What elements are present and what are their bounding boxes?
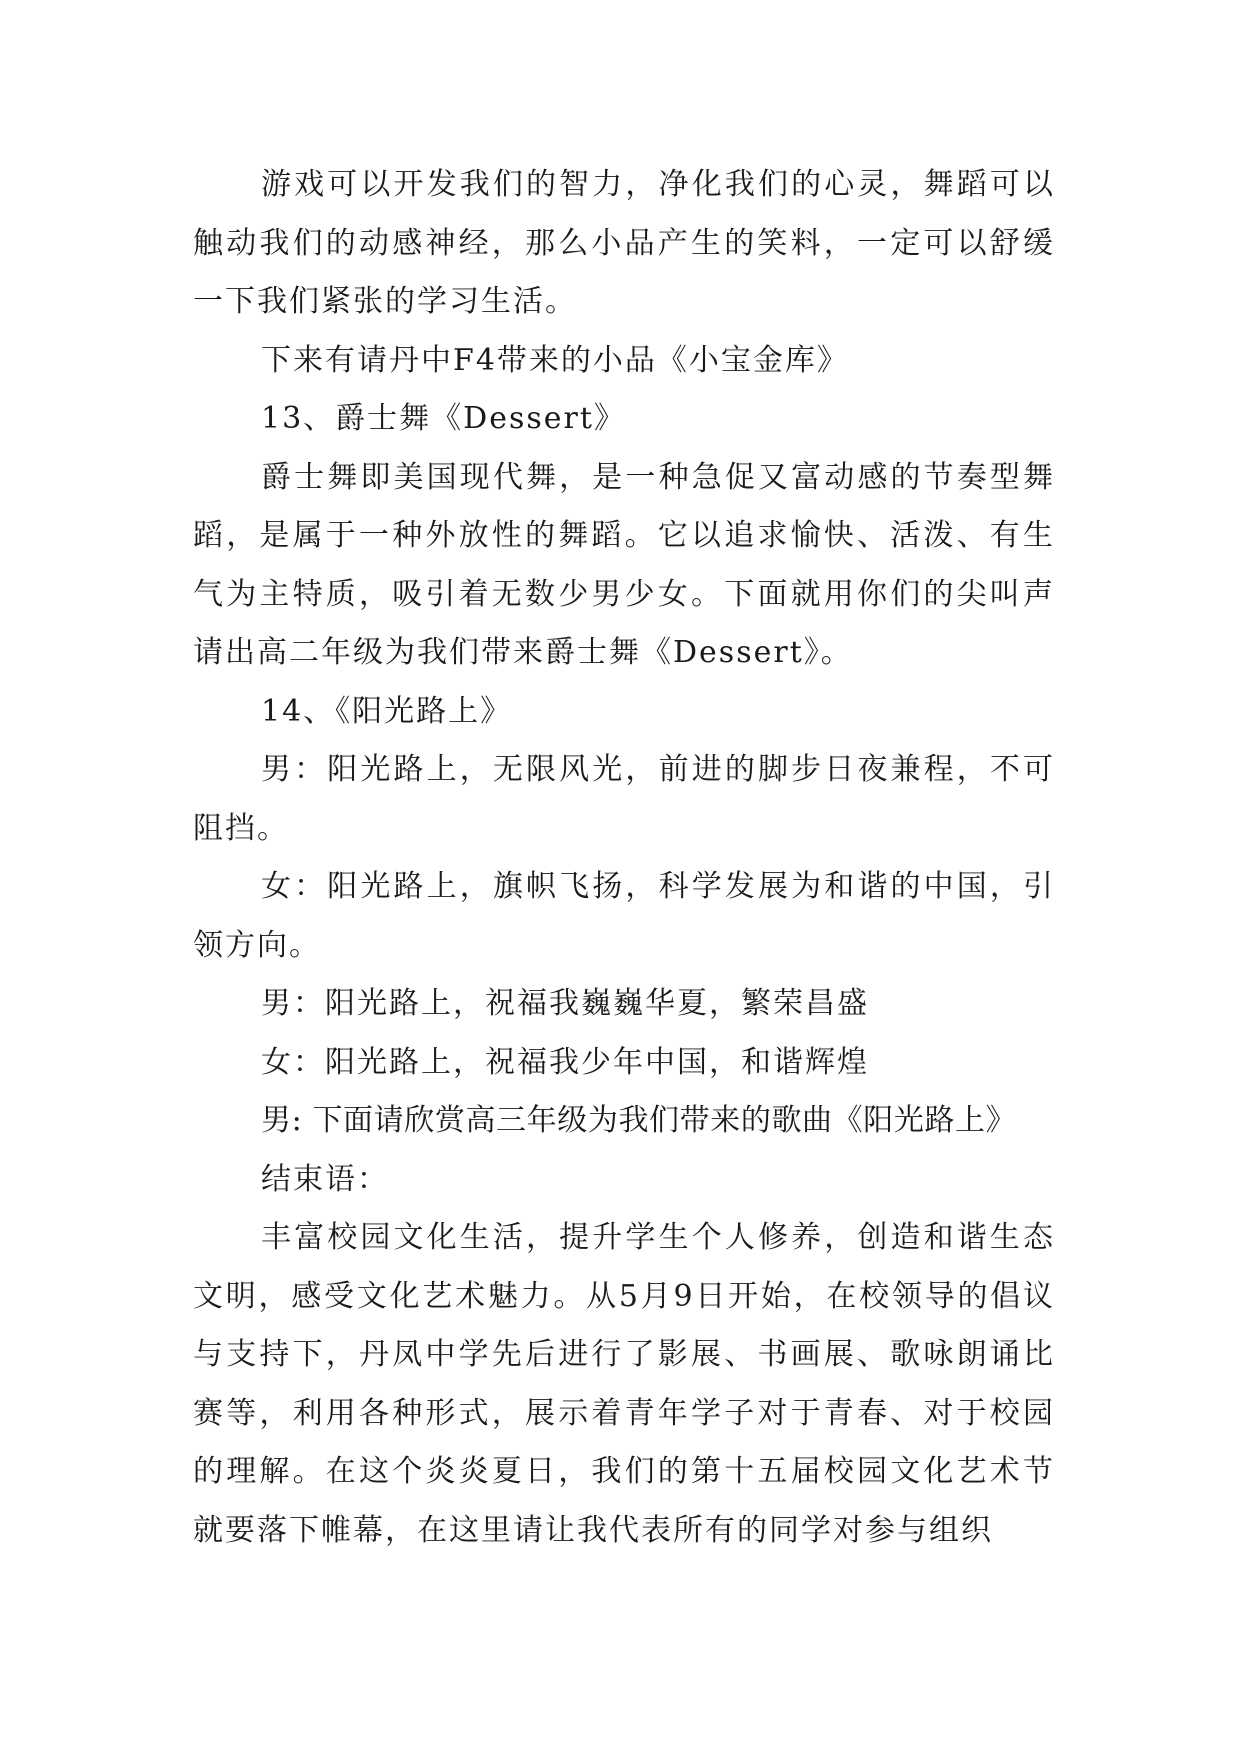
dialogue-line-male-1: 男：阳光路上，无限风光，前进的脚步日夜兼程，不可阻挡。: [193, 752, 1055, 846]
closing-heading: 结束语：: [261, 1161, 389, 1197]
paragraph-jazz-dance-intro: 爵士舞即美国现代舞，是一种急促又富动感的节奏型舞蹈，是属于一种外放性的舞蹈。它以追求愉快、活泼、有生气为主特质，吸引着无数少男少女。下面就用你们的尖叫声请出高二年级为我们带来爵士舞《Dessert》。: [193, 459, 1055, 670]
paragraph-closing-remarks: 丰富校园文化生活，提升学生个人修养，创造和谐生态文明，感受文化艺术魅力。从5月9日开始，在校领导的倡议与支持下，丹凤中学先后进行了影展、书画展、歌咏朗诵比赛等，利用各种形式，展示着青年学子对于青春、对于校园的理解。在这个炎炎夏日，我们的第十五届校园文化艺术节就要落下帷幕，在这里请让我代表所有的同学对参与组织: [193, 1220, 1055, 1548]
dialogue-line-female-2: 女：阳光路上，祝福我少年中国，和谐辉煌: [261, 1044, 869, 1080]
dialogue-line-male-2: 男：阳光路上，祝福我巍巍华夏，繁荣昌盛: [261, 986, 869, 1021]
paragraph-intro-games: 游戏可以开发我们的智力，净化我们的心灵，舞蹈可以触动我们的动感神经，那么小品产生的笑料，一定可以舒缓一下我们紧张的学习生活。: [193, 167, 1055, 319]
dialogue-line-female-1: 女：阳光路上，旗帜飞扬，科学发展为和谐的中国，引领方向。: [193, 869, 1055, 963]
dialogue-line-male-3: 男: 下面请欣赏高三年级为我们带来的歌曲《阳光路上》: [261, 1103, 1017, 1138]
paragraph-skit-announcement: 下来有请丹中F4带来的小品《小宝金库》: [261, 342, 849, 378]
program-item-14-title: 14、《阳光路上》: [261, 693, 513, 729]
program-item-13-title: 13、爵士舞《Dessert》: [261, 401, 626, 436]
document-body: [193, 156, 1055, 1560]
